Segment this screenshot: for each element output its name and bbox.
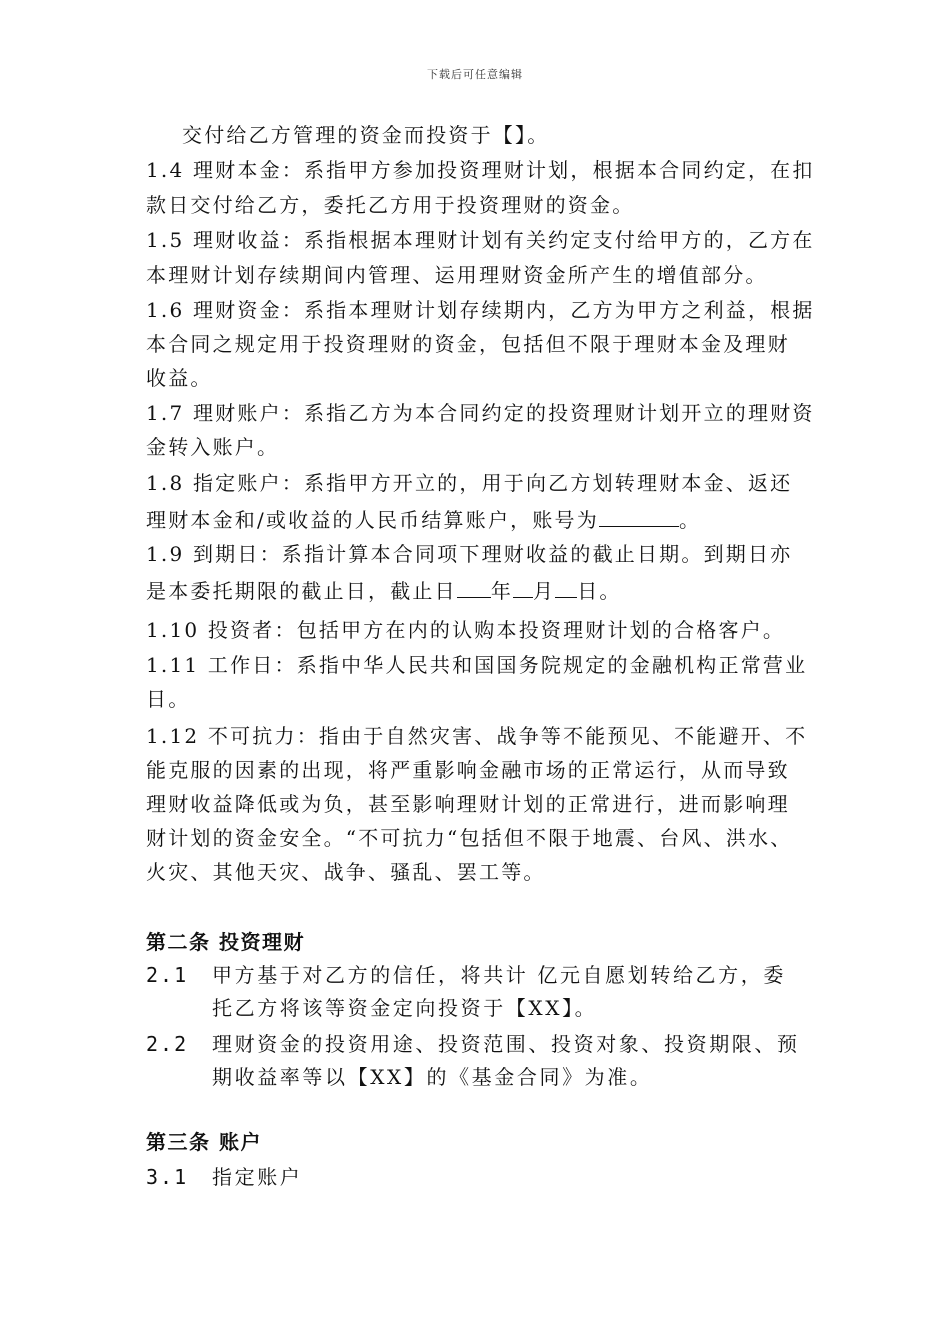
definition-1-9: 1.9 到期日：系指计算本合同项下理财收益的截止日期。到期日亦 xyxy=(146,542,793,566)
paragraph-line: 交付给乙方管理的资金而投资于【】。 xyxy=(182,123,550,147)
paragraph-line: 火灾、其他天灾、战争、骚乱、罢工等。 xyxy=(146,860,546,884)
line-text: 日。 xyxy=(577,579,622,603)
paragraph-line: 财计划的资金安全。“不可抗力“包括但不限于地震、台风、洪水、 xyxy=(146,826,793,850)
definition-1-6: 1.6 理财资金：系指本理财计划存续期内，乙方为甲方之利益，根据 xyxy=(146,298,815,322)
paragraph-line: 能克服的因素的出现，将严重影响金融市场的正常运行，从而导致 xyxy=(146,758,790,782)
definition-1-7: 1.7 理财账户：系指乙方为本合同约定的投资理财计划开立的理财资 xyxy=(146,401,815,425)
paragraph-line: 金转入账户。 xyxy=(146,435,280,459)
month-blank[interactable] xyxy=(513,579,533,598)
definition-1-12: 1.12 不可抗力：指由于自然灾害、战争等不能预见、不能避开、不 xyxy=(146,724,808,748)
page-header: 下载后可任意编辑 xyxy=(427,68,523,81)
year-blank[interactable] xyxy=(457,579,491,598)
line-text: 月 xyxy=(533,579,556,603)
paragraph-line: 款日交付给乙方，委托乙方用于投资理财的资金。 xyxy=(146,193,635,217)
line-text: 是本委托期限的截止日，截止日 xyxy=(146,579,457,603)
clause-text: 理财资金的投资用途、投资范围、投资对象、投资期限、预 xyxy=(212,1032,800,1056)
paragraph-line: 收益。 xyxy=(146,366,213,390)
clause-text: 甲方基于对乙方的信任，将共计 亿元自愿划转给乙方，委 xyxy=(212,963,786,987)
definition-1-4: 1.4 理财本金：系指甲方参加投资理财计划，根据本合同约定，在扣 xyxy=(146,158,815,182)
line-text: 年 xyxy=(490,579,514,603)
day-blank[interactable] xyxy=(555,579,577,598)
definition-1-11: 1.11 工作日：系指中华人民共和国国务院规定的金融机构正常营业 xyxy=(146,653,808,677)
paragraph-line: 理财收益降低或为负，甚至影响理财计划的正常进行，进而影响理 xyxy=(146,792,790,816)
clause-number: 2.2 xyxy=(146,1032,189,1056)
clause-number: 3.1 xyxy=(146,1165,189,1189)
section-2-heading: 第二条 投资理财 xyxy=(146,930,305,954)
clause-number: 2.1 xyxy=(146,963,189,987)
clause-text: 期收益率等以【XX】的《基金合同》为准。 xyxy=(212,1065,653,1089)
definition-1-8: 1.8 指定账户：系指甲方开立的，用于向乙方划转理财本金、返还 xyxy=(146,471,793,495)
section-3-heading: 第三条 账户 xyxy=(146,1130,262,1154)
paragraph-line: 本理财计划存续期间内管理、运用理财资金所产生的增值部分。 xyxy=(146,263,768,287)
definition-1-5: 1.5 理财收益：系指根据本理财计划有关约定支付给甲方的，乙方在 xyxy=(146,228,815,252)
paragraph-line: 本合同之规定用于投资理财的资金，包括但不限于理财本金及理财 xyxy=(146,332,790,356)
account-number-blank[interactable] xyxy=(599,508,679,527)
paragraph-line xyxy=(146,508,701,530)
clause-text: 指定账户 xyxy=(212,1165,303,1189)
line-text: 。 xyxy=(678,508,702,532)
definition-1-10: 1.10 投资者：包括甲方在内的认购本投资理财计划的合格客户。 xyxy=(146,618,786,642)
paragraph-line: 日。 xyxy=(146,687,191,711)
clause-text: 托乙方将该等资金定向投资于【XX】。 xyxy=(212,996,598,1020)
line-text: 理财本金和/或收益的人民币结算账户，账号为 xyxy=(146,508,599,532)
paragraph-line xyxy=(146,579,622,601)
